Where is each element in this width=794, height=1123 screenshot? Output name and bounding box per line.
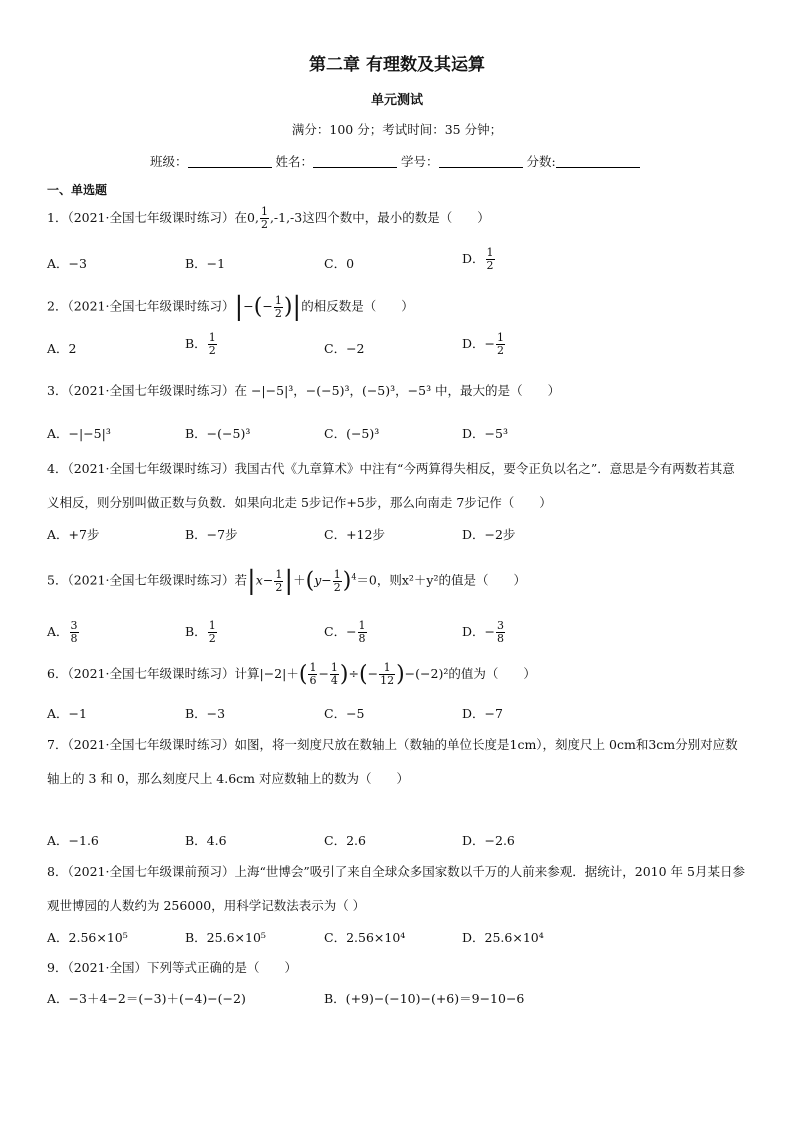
q2-option-c[interactable]: C．−2 — [324, 341, 365, 356]
q7-option-c[interactable]: C．2.6 — [324, 833, 366, 848]
q8-option-b[interactable]: B．25.6×10⁵ — [185, 930, 266, 945]
q2-option-d[interactable]: D．− $\frac{1}{2}$ — [462, 331, 504, 357]
q7-option-a[interactable]: A．−1.6 — [47, 833, 99, 848]
q5-tail: ，则x²＋y²的值是（ ） — [376, 572, 527, 588]
q2-tail: 的相反数是（ ） — [301, 298, 414, 314]
q8-option-a[interactable]: A．2.56×10⁵ — [47, 930, 128, 945]
q5-option-a[interactable]: A． $\frac{3}{8}$ — [47, 619, 78, 645]
name-field[interactable] — [313, 154, 397, 168]
q1-num: 0, — [247, 210, 259, 225]
id-field[interactable] — [439, 154, 523, 168]
question-1 — [47, 206, 490, 231]
question-6: 6．（2021·全国七年级课时练习）计算|−2|＋( $\frac{1}{6}$ − $\frac{1}{4}$ )÷(− $\frac{1}{12}$ )−(−2)²的值为（ ） — [47, 661, 536, 687]
q2-option-a[interactable]: A．2 — [47, 341, 77, 356]
q6-option-b[interactable]: B．−3 — [185, 706, 226, 721]
question-8: 8．（2021·全国七年级课前预习）上海“世博会”吸引了来自全球众多国家数以千万的人前来参观．据统计，2010 年 5月某日参观世博园的人数约为 256000，用科学记数法表示为（ ） — [47, 864, 745, 913]
q1-option-a[interactable]: A．−3 — [47, 256, 87, 271]
section-heading: 一、单选题 — [47, 183, 108, 197]
name-label: 姓名： — [275, 154, 314, 169]
q3-option-a[interactable]: A．−|−5|³ — [47, 426, 111, 441]
question-2: 2．（2021·全国七年级课时练习）|−(− $\frac{1}{2}$ )|的相反数是（ ） — [47, 292, 414, 322]
question-5: 5．（2021·全国七年级课时练习）若|x− $\frac{1}{2}$ |＋(y− $\frac{1}{2}$ )$^4$＝0，则x²＋y²的值是（ ） — [47, 566, 527, 596]
q6-tail: −(−2)²的值为（ ） — [404, 666, 536, 681]
q1-option-b[interactable]: B．−1 — [185, 256, 226, 271]
q1-option-c[interactable]: C．0 — [324, 256, 355, 271]
q1-tail: ,-1,-3这四个数中，最小的数是（ ） — [269, 210, 490, 225]
q7-option-d[interactable]: D．−2.6 — [462, 833, 515, 848]
class-field[interactable] — [188, 154, 272, 168]
q3-option-b[interactable]: B．−(−5)³ — [185, 426, 251, 441]
q5-option-d[interactable]: D．− $\frac{3}{8}$ — [462, 619, 504, 645]
question-7: 7．（2021·全国七年级课时练习）如图，将一刻度尺放在数轴上（数轴的单位长度是1cm），刻度尺上 0cm和3cm分别对应数轴上的 3 和 0，那么刻度尺上 4.6cm 对应数轴上的数为（ ） — [47, 737, 738, 786]
q3-option-c[interactable]: C．(−5)³ — [324, 426, 380, 441]
q6-option-c[interactable]: C．−5 — [324, 706, 365, 721]
q6-stem: 6．（2021·全国七年级课时练习）计算|−2|＋ — [47, 666, 299, 681]
q7-option-b[interactable]: B．4.6 — [185, 833, 227, 848]
question-4: 4．（2021·全国七年级课时练习）我国古代《九章算术》中注有“今两算得失相反，要令正负以名之”．意思是今有两数若其意义相反，则分别叫做正数与负数．如果向北走 5步记作+5步，那么向南走 7步记作（ ） — [47, 461, 735, 510]
q5-option-b[interactable]: B． $\frac{1}{2}$ — [185, 619, 216, 645]
student-info-row — [150, 152, 640, 170]
page-title: 第二章 有理数及其运算 — [309, 55, 485, 75]
q3-option-d[interactable]: D．−5³ — [462, 426, 508, 441]
q2-option-b[interactable]: B． $\frac{1}{2}$ — [185, 331, 216, 357]
exam-meta: 满分：100 分；考试时间：35 分钟； — [291, 122, 503, 137]
q4-option-a[interactable]: A．+7步 — [47, 527, 100, 542]
page-subtitle: 单元测试 — [370, 93, 423, 108]
q4-option-b[interactable]: B．−7步 — [185, 527, 238, 542]
fraction-half: $\frac{1}{2}$ — [260, 205, 268, 231]
score-label: 分数: — [526, 154, 556, 169]
q1-stem: 1．（2021·全国七年级课时练习）在 — [47, 210, 247, 225]
q6-option-d[interactable]: D．−7 — [462, 706, 503, 721]
question-3: 3．（2021·全国七年级课时练习）在 −|−5|³，−(−5)³，(−5)³，−5³ 中，最大的是（ ） — [47, 383, 561, 398]
q1-option-d[interactable]: D． $\frac{1}{2}$ — [462, 246, 494, 272]
q4-option-c[interactable]: C．+12步 — [324, 527, 385, 542]
q8-option-c[interactable]: C．2.56×10⁴ — [324, 930, 406, 945]
q9-option-b[interactable]: B．(+9)−(−10)−(+6)＝9−10−6 — [324, 991, 525, 1006]
q4-option-d[interactable]: D．−2步 — [462, 527, 516, 542]
score-field[interactable] — [556, 154, 640, 168]
q6-option-a[interactable]: A．−1 — [47, 706, 87, 721]
q8-option-d[interactable]: D．25.6×10⁴ — [462, 930, 544, 945]
q9-option-a[interactable]: A．−3＋4−2＝(−3)＋(−4)−(−2) — [47, 991, 246, 1006]
question-9: 9．（2021·全国）下列等式正确的是（ ） — [47, 960, 297, 975]
q5-stem: 5．（2021·全国七年级课时练习）若 — [47, 572, 247, 588]
q2-stem: 2．（2021·全国七年级课时练习） — [47, 298, 235, 314]
q5-option-c[interactable]: C．− $\frac{1}{8}$ — [324, 619, 366, 645]
class-label: 班级： — [150, 154, 188, 169]
id-label: 学号： — [401, 154, 439, 169]
